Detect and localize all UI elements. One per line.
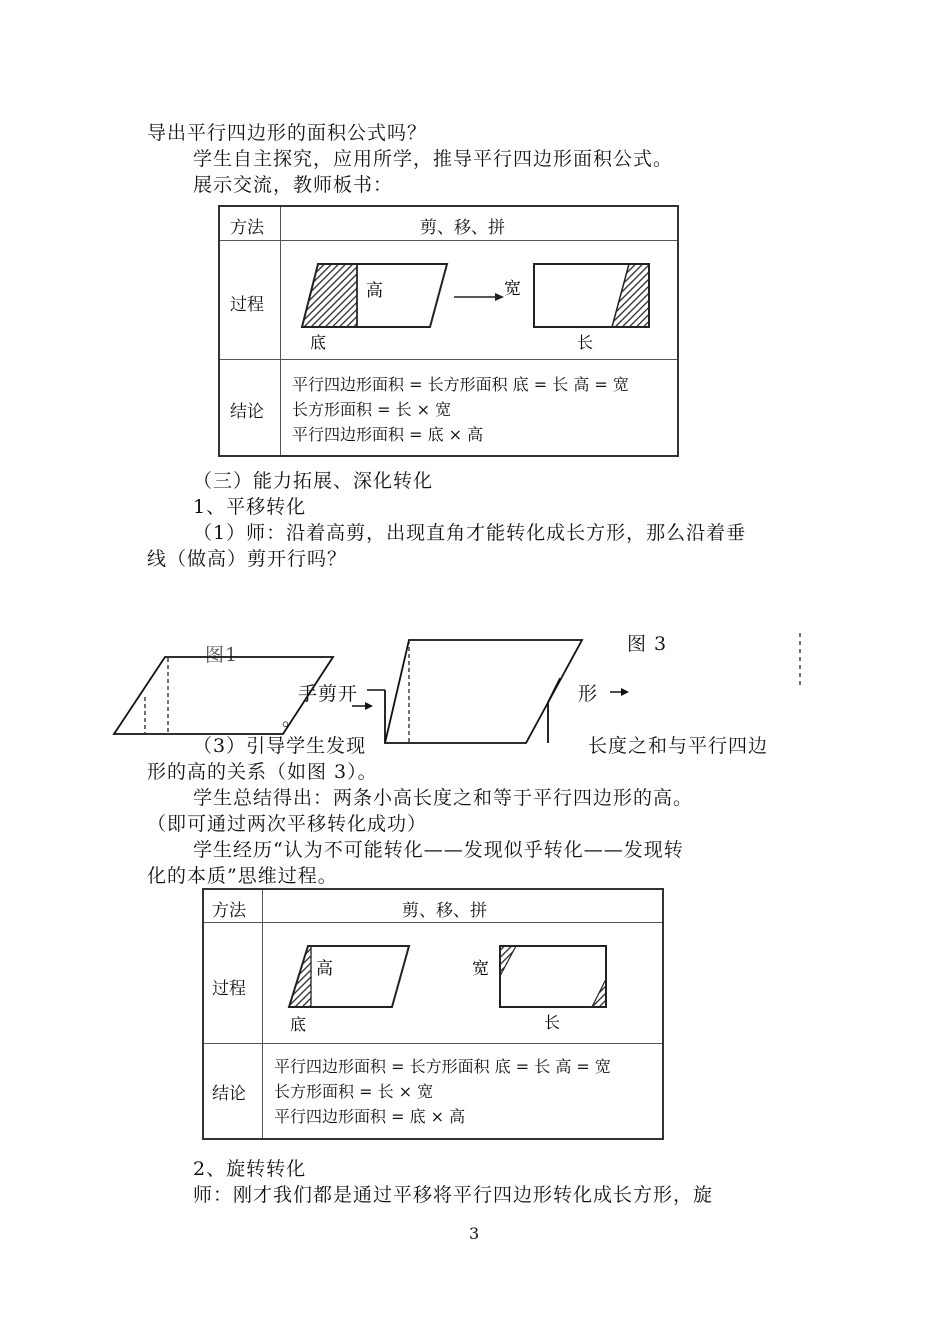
method-value: 剪、移、拼 bbox=[402, 901, 487, 921]
length-label: 长 bbox=[544, 1013, 561, 1032]
paragraph-line: （3）引导学生发现 bbox=[193, 735, 367, 757]
conclusion-line: 平行四边形面积 = 长方形面积 底 = 长 高 = 宽 bbox=[292, 375, 629, 394]
base-label: 底 bbox=[310, 333, 327, 352]
width-label: 宽 bbox=[472, 959, 489, 979]
method-label: 方法 bbox=[230, 218, 264, 238]
paragraph-line: （1）师：沿着高剪，出现直角才能转化成长方形，那么沿着垂 bbox=[193, 522, 747, 544]
height-label: 高 bbox=[366, 281, 383, 301]
subsection-heading: 2、旋转转化 bbox=[193, 1158, 307, 1180]
figure-caption: 图 3 bbox=[627, 633, 668, 655]
method-value: 剪、移、拼 bbox=[420, 218, 505, 238]
subsection-heading: 1、平移转化 bbox=[193, 496, 307, 518]
board-table-2 bbox=[202, 888, 664, 1140]
text-fragment: 。 bbox=[282, 708, 303, 730]
text-fragment: 手剪开 bbox=[298, 683, 359, 705]
paragraph-line: 学生总结得出：两条小高长度之和等于平行四边形的高。 bbox=[193, 787, 694, 809]
length-label: 长 bbox=[577, 333, 594, 352]
parallelogram-figure-1 bbox=[114, 657, 333, 734]
rectangle-shape bbox=[500, 946, 606, 1007]
process-label: 过程 bbox=[212, 979, 246, 999]
text-fragment: 形 bbox=[578, 683, 599, 705]
paragraph-line: 长度之和与平行四边 bbox=[588, 735, 769, 757]
conclusion-line: 长方形面积 = 长 × 宽 bbox=[292, 400, 452, 419]
conclusion-line: 平行四边形面积 = 底 × 高 bbox=[292, 425, 484, 444]
hatched-triangle bbox=[500, 946, 516, 976]
paragraph-line: 学生自主探究，应用所学，推导平行四边形面积公式。 bbox=[193, 148, 674, 170]
paragraph-line: 学生经历“认为不可能转化——发现似乎转化——发现转 bbox=[193, 839, 684, 861]
arrow-icon bbox=[621, 688, 629, 696]
base-label: 底 bbox=[290, 1015, 307, 1034]
arrow-icon bbox=[365, 702, 373, 710]
process-diagram bbox=[264, 924, 656, 1041]
conclusion-label: 结论 bbox=[230, 402, 264, 422]
conclusion-line: 平行四边形面积 = 底 × 高 bbox=[274, 1107, 466, 1126]
conclusion-line: 平行四边形面积 = 长方形面积 底 = 长 高 = 宽 bbox=[274, 1057, 611, 1076]
figure-caption: 图1 bbox=[205, 644, 239, 666]
paragraph-line: 师：刚才我们都是通过平移将平行四边形转化成长方形，旋 bbox=[193, 1184, 714, 1206]
paragraph-line: 化的本质”思维过程。 bbox=[147, 865, 338, 887]
section-heading: （三）能力拓展、深化转化 bbox=[193, 470, 434, 492]
paragraph-line: 导出平行四边形的面积公式吗？ bbox=[147, 122, 428, 144]
method-label: 方法 bbox=[212, 901, 246, 921]
paragraph-line: （即可通过两次平移转化成功） bbox=[147, 813, 428, 835]
conclusion-line: 长方形面积 = 长 × 宽 bbox=[274, 1082, 434, 1101]
page-number: 3 bbox=[469, 1224, 480, 1243]
hatched-triangle bbox=[592, 979, 606, 1007]
height-label: 高 bbox=[316, 959, 333, 979]
paragraph-line: 形的高的关系（如图 3）。 bbox=[147, 761, 378, 783]
conclusion-label: 结论 bbox=[212, 1084, 246, 1104]
paragraph-line: 线（做高）剪开行吗？ bbox=[147, 548, 348, 570]
process-label: 过程 bbox=[230, 295, 264, 315]
paragraph-line: 展示交流，教师板书： bbox=[193, 174, 394, 196]
width-label: 宽 bbox=[504, 279, 521, 299]
